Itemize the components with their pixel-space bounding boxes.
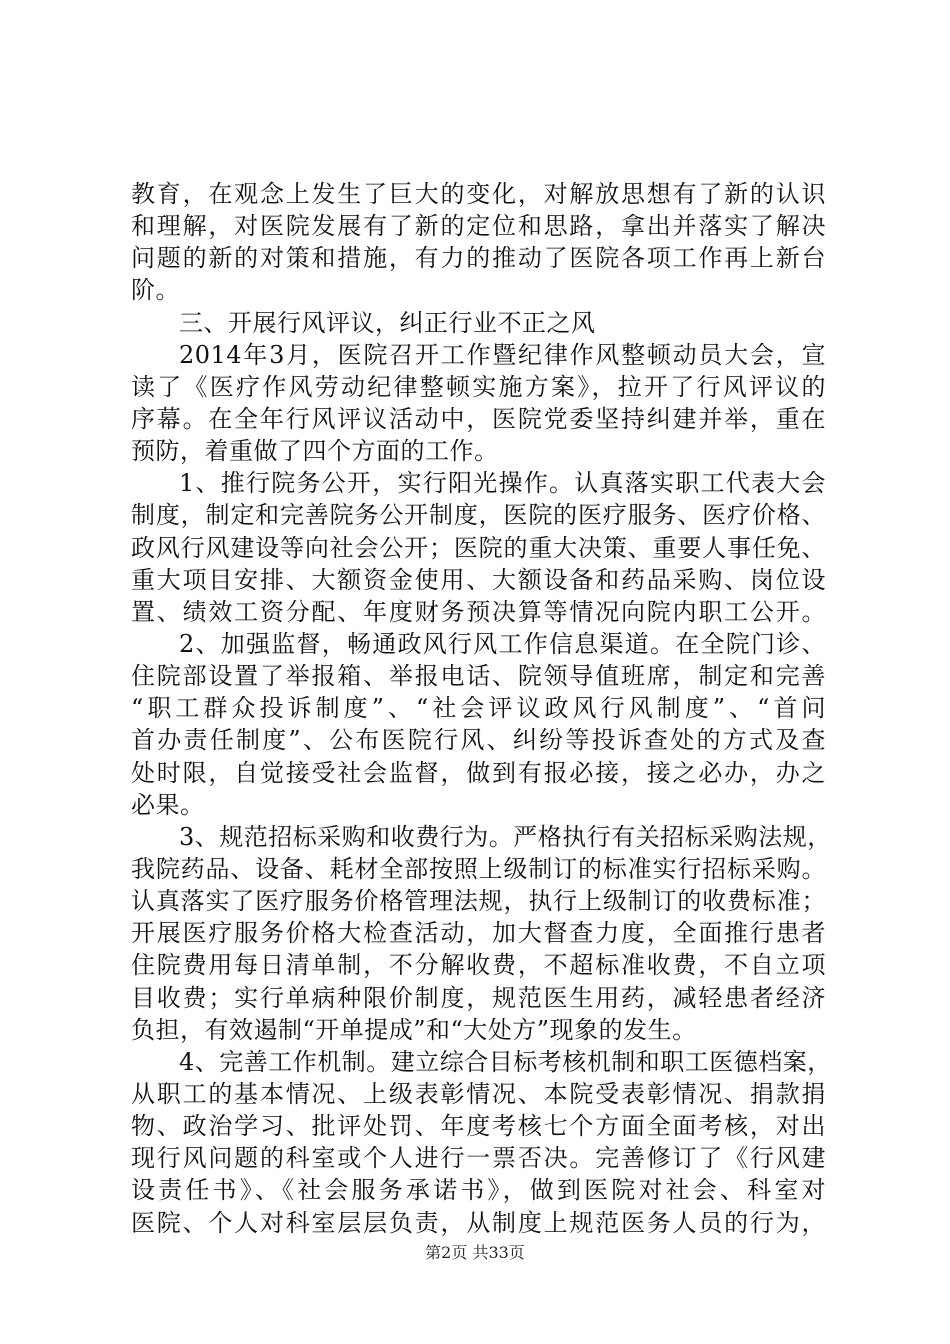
text-line: 设责任书》、《社会服务承诺书》，做到医院对社会、科室对: [131, 1176, 826, 1205]
text-line: 1、推行院务公开，实行阳光操作。认真落实职工代表大会: [179, 469, 826, 498]
text-line: 负担，有效遏制“开单提成”和“大处方”现象的发生。: [131, 1015, 697, 1044]
text-line: 2、加强监督，畅通政风行风工作信息渠道。在全院门诊、: [179, 629, 826, 658]
text-line: 和理解，对医院发展有了新的定位和思路，拿出并落实了解决: [131, 212, 826, 241]
text-line: 目收费；实行单病种限价制度，规范医生用药，减轻患者经济: [131, 983, 826, 1012]
section-heading: 三、开展行风评议，纠正行业不正之风: [179, 308, 596, 337]
text-line: 问题的新的对策和措施，有力的推动了医院各项工作再上新台: [131, 244, 826, 273]
text-line: 读了《医疗作风劳动纪律整顿实施方案》，拉开了行风评议的: [131, 372, 826, 401]
text-line: 阶。: [131, 276, 180, 305]
text-line: 物、政治学习、批评处罚、年度考核七个方面全面考核，对出: [131, 1112, 826, 1141]
page-number-label: 第2页 共33页: [425, 1243, 525, 1262]
text-line: 住院部设置了举报箱、举报电话、院领导值班席，制定和完善: [131, 662, 826, 691]
text-line: 开展医疗服务价格大检查活动，加大督查力度，全面推行患者: [131, 919, 826, 948]
text-line: 首办责任制度”、公布医院行风、纠纷等投诉查处的方式及查: [131, 726, 826, 755]
text-line: 必果。: [131, 790, 205, 819]
page-footer: [0, 1243, 950, 1263]
text-line: 医院、个人对科室层层负责，从制度上规范医务人员的行为，: [131, 1208, 826, 1237]
text-line: “职工群众投诉制度”、“社会评议政风行风制度”、“首问: [131, 694, 826, 723]
text-line: 4、完善工作机制。建立综合目标考核机制和职工医德档案，: [179, 1047, 832, 1076]
text-line: 制度，制定和完善院务公开制度，医院的医疗服务、医疗价格、: [131, 501, 826, 530]
text-line: 我院药品、设备、耗材全部按照上级制订的标准实行招标采购。: [131, 854, 826, 883]
text-line: 2014年3月，医院召开工作暨纪律作风整顿动员大会，宣: [179, 340, 826, 369]
text-line: 预防，着重做了四个方面的工作。: [131, 437, 499, 466]
text-line: 重大项目安排、大额资金使用、大额设备和药品采购、岗位设: [131, 565, 826, 594]
text-line: 处时限，自觉接受社会监督，做到有报必接，接之必办，办之: [131, 758, 826, 787]
text-line: 3、规范招标采购和收费行为。严格执行有关招标采购法规，: [179, 822, 832, 851]
text-line: 从职工的基本情况、上级表彰情况、本院受表彰情况、捐款捐: [131, 1079, 826, 1108]
text-line: 住院费用每日清单制，不分解收费，不超标准收费，不自立项: [131, 951, 826, 980]
text-line: 序幕。在全年行风评议活动中，医院党委坚持纠建并举，重在: [131, 404, 826, 433]
text-line: 教育，在观念上发生了巨大的变化，对解放思想有了新的认识: [131, 180, 826, 208]
text-line: 认真落实了医疗服务价格管理法规，执行上级制订的收费标准；: [131, 887, 826, 916]
text-line: 政风行风建设等向社会公开；医院的重大决策、重要人事任免、: [131, 533, 826, 562]
text-line: 置、绩效工资分配、年度财务预决算等情况向院内职工公开。: [131, 597, 826, 626]
body-text: [131, 178, 832, 1239]
text-line: 现行风问题的科室或个人进行一票否决。完善修订了《行风建: [131, 1144, 826, 1173]
